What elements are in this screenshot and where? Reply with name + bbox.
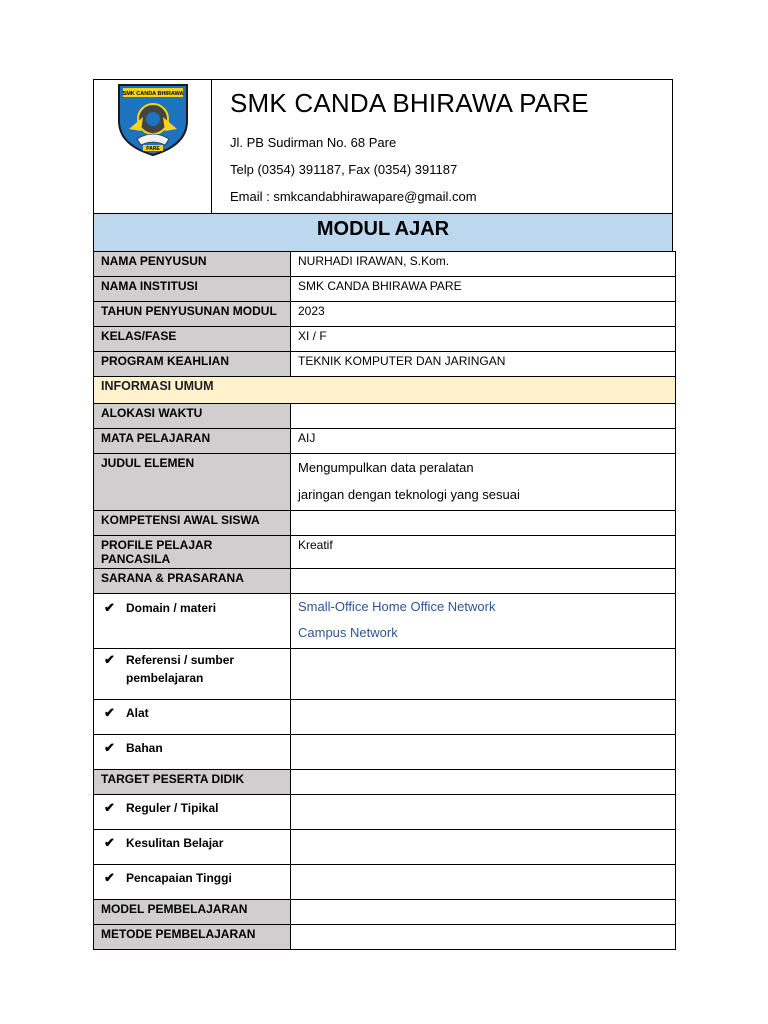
row-label [94,795,291,830]
row-label-text: Pencapaian Tinggi [126,871,232,885]
row-value [291,700,676,735]
table-row [94,569,676,594]
table-row [94,700,676,735]
row-label: PROFILE PELAJAR PANCASILA [94,536,291,569]
logo-cell [94,80,212,213]
table-row [94,302,676,327]
table-row [94,277,676,302]
school-address: Jl. PB Sudirman No. 68 Pare [230,135,397,150]
row-value [291,830,676,865]
checkmark-icon: ✔ [104,870,115,885]
row-value-line: Mengumpulkan data peralatan [298,460,474,475]
table-row [94,594,676,649]
table-row [94,327,676,352]
row-value [291,770,676,795]
checkmark-icon: ✔ [104,600,115,615]
row-label: METODE PEMBELAJARAN [94,925,291,950]
row-value [291,900,676,925]
row-label: JUDUL ELEMEN [94,454,291,511]
row-label: TAHUN PENYUSUNAN MODUL [94,302,291,327]
row-label: SARANA & PRASARANA [94,569,291,594]
table-row [94,454,676,511]
row-label-text: Referensi / sumber [126,653,235,667]
row-label: NAMA INSTITUSI [94,277,291,302]
document-title: MODUL AJAR [93,214,673,252]
row-value [291,865,676,900]
school-email: Email : smkcandabhirawapare@gmail.com [230,189,477,204]
row-label: KELAS/FASE [94,327,291,352]
school-name: SMK CANDA BHIRAWA PARE [230,88,589,118]
row-value [291,735,676,770]
table-row [94,511,676,536]
section-title: INFORMASI UMUM [94,377,676,404]
logo-text-top: SMK CANDA BHIRAWA [122,91,184,97]
row-value-line: Small-Office Home Office Network [298,599,496,614]
row-value: AIJ [291,429,676,454]
row-label-text: Reguler / Tipikal [126,801,219,815]
letterhead [93,79,673,214]
table-row [94,770,676,795]
row-value: XI / F [291,327,676,352]
school-logo-icon [115,81,191,157]
row-label: KOMPETENSI AWAL SISWA [94,511,291,536]
row-label: PROGRAM KEAHLIAN [94,352,291,377]
table-row [94,795,676,830]
checkmark-icon: ✔ [104,652,115,667]
table-row [94,536,676,569]
row-label-text: Domain / materi [126,601,217,615]
row-value [291,454,676,511]
row-value [291,594,676,649]
logo-text-bottom: PARE [146,146,160,152]
module-info-table [93,251,676,950]
row-value [291,795,676,830]
checkmark-icon: ✔ [104,800,115,815]
row-label [94,649,291,700]
table-row [94,865,676,900]
row-label [94,594,291,649]
row-value: TEKNIK KOMPUTER DAN JARINGAN [291,352,676,377]
checkmark-icon: ✔ [104,740,115,755]
table-row [94,649,676,700]
row-label: MATA PELAJARAN [94,429,291,454]
checkmark-icon: ✔ [104,705,115,720]
row-value [291,569,676,594]
row-label [94,735,291,770]
row-label-text: Kesulitan Belajar [126,836,224,850]
row-value: 2023 [291,302,676,327]
table-row [94,735,676,770]
row-value-line: jaringan dengan teknologi yang sesuai [298,487,520,502]
table-row [94,900,676,925]
row-label-text: Bahan [126,741,163,755]
row-label: ALOKASI WAKTU [94,404,291,429]
row-value: NURHADI IRAWAN, S.Kom. [291,252,676,277]
row-label [94,830,291,865]
row-value [291,649,676,700]
school-phone: Telp (0354) 391187, Fax (0354) 391187 [230,162,458,177]
row-value: Kreatif [291,536,676,569]
row-label: NAMA PENYUSUN [94,252,291,277]
row-label-text: pembelajaran [126,671,204,685]
row-value [291,925,676,950]
table-row [94,404,676,429]
table-row [94,925,676,950]
row-label: MODEL PEMBELAJARAN [94,900,291,925]
row-label [94,865,291,900]
checkmark-icon: ✔ [104,835,115,850]
row-value-line: Campus Network [298,625,398,640]
section-header-row [94,377,676,404]
table-row [94,830,676,865]
row-value: SMK CANDA BHIRAWA PARE [291,277,676,302]
row-label: TARGET PESERTA DIDIK [94,770,291,795]
table-row [94,352,676,377]
row-label-text: Alat [126,706,149,720]
row-label [94,700,291,735]
row-value [291,511,676,536]
row-value [291,404,676,429]
table-row [94,429,676,454]
table-row [94,252,676,277]
